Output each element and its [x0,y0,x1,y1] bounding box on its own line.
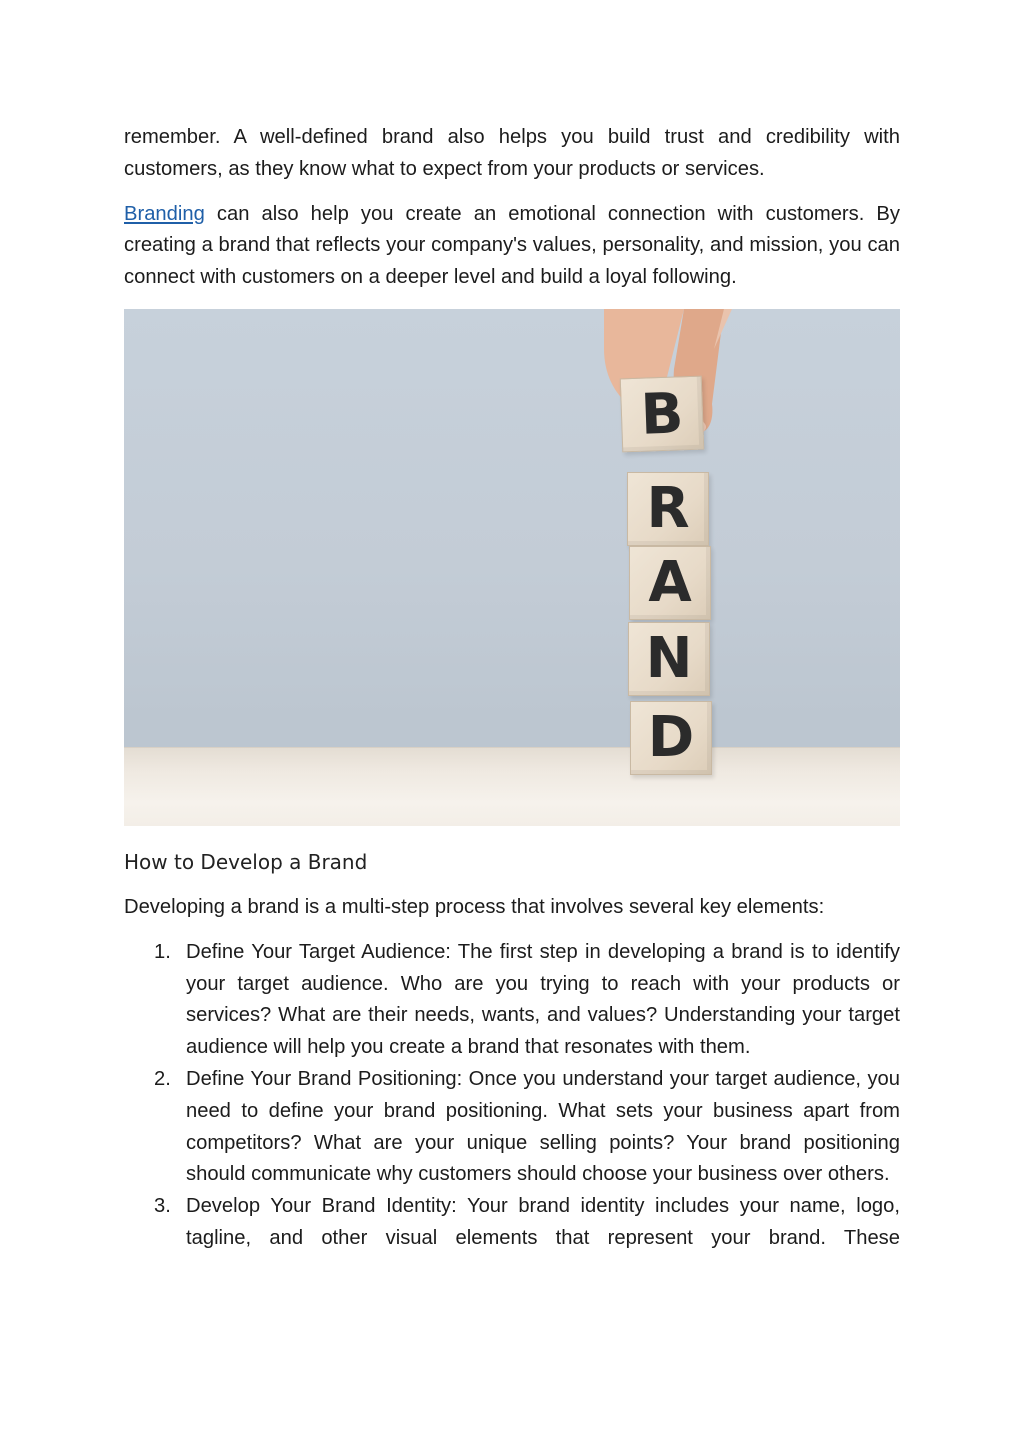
list-item-number: 3. [154,1195,171,1218]
branding-link[interactable]: Branding [124,202,205,225]
steps-list [124,937,900,1255]
paragraph-brand-trust: remember. A well-defined brand also helps you build trust and credibility with customers, as they know what to expect from your products or services. [124,126,900,180]
letter-block-d: D [630,701,712,775]
paragraph-emotional-connection [124,199,900,294]
list-item [124,937,900,1064]
letter-block-a: A [629,546,711,620]
list-item-number: 1. [154,940,171,963]
list-item-number: 2. [154,1067,171,1090]
list-item [124,1191,900,1255]
document-page [124,122,900,1255]
brand-blocks-photo [124,309,900,826]
list-item-text: Define Your Target Audience: The first step in developing a brand is to identify your target audience. Who are you trying to reach with your products or services? What are their needs, wants, and values? Understanding your target audience will help you create a brand that resonates with them. [186,940,900,1059]
table-surface [124,748,900,826]
list-item-text: Define Your Brand Positioning: Once you understand your target audience, you need to define your brand positioning. What sets your business apart from competitors? What are your unique selling points? Your brand positioning should communicate why customers should choose your business over others. [186,1067,900,1186]
letter-block-b: B [620,376,705,453]
letter-block-n: N [628,622,710,696]
list-item [124,1064,900,1191]
section-heading: How to Develop a Brand [124,849,368,874]
section-intro: Developing a brand is a multi-step process that involves several key elements: [124,895,825,918]
letter-block-r: R [627,472,709,546]
list-item-text: Develop Your Brand Identity: Your brand identity includes your name, logo, tagline, and other visual elements that represent your brand. These [186,1195,900,1249]
paragraph-emotional-connection-text: can also help you create an emotional connection with customers. By creating a brand that reflects your company's values, personality, and mission, you can connect with customers on a deeper level and build a loyal following. [124,202,900,289]
